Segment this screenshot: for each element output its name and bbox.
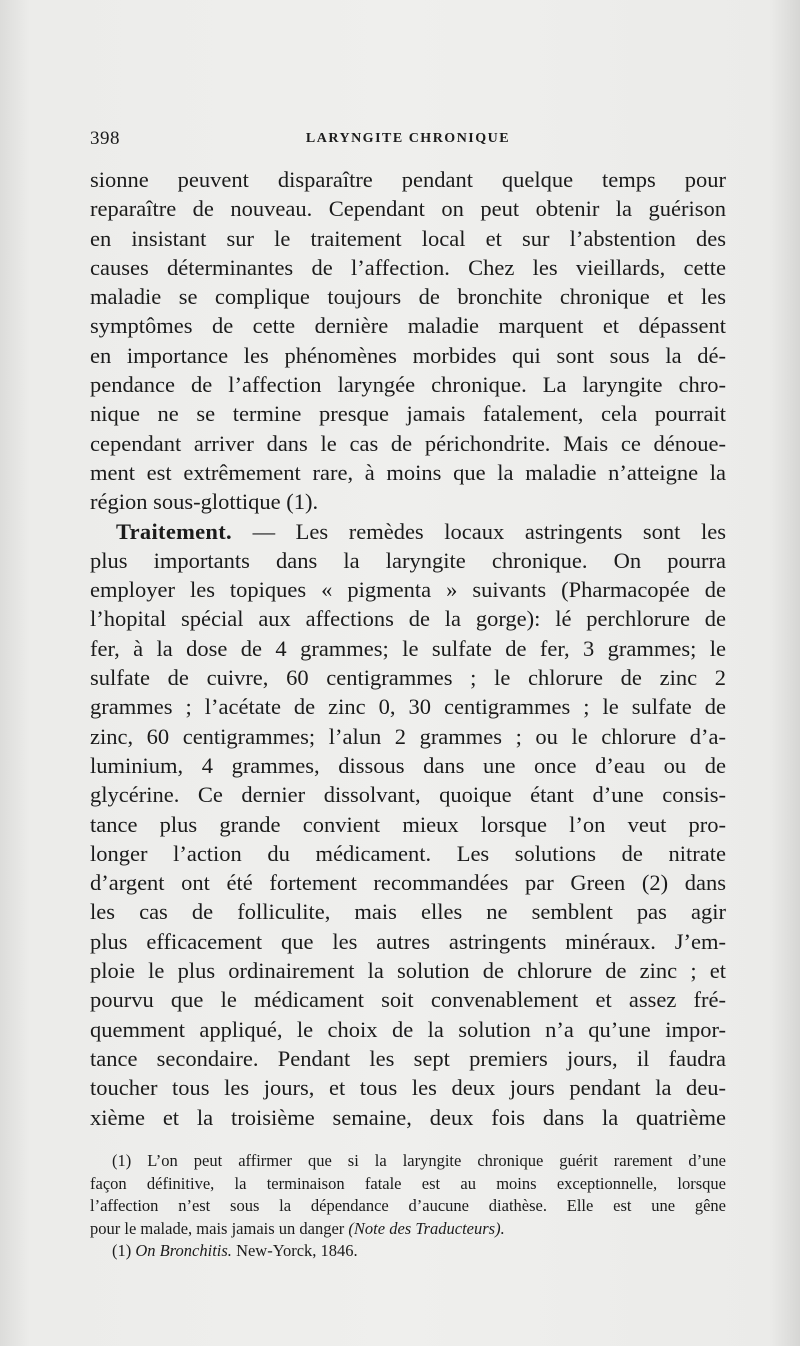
- text-line: l’hopital spécial aux affections de la gorge): lé perchlorure de: [90, 606, 726, 632]
- text-line: nique ne se termine presque jamais fatalement, cela pourrait: [90, 401, 726, 427]
- cited-work-details: New-Yorck, 1846.: [236, 1241, 358, 1260]
- text-line: plus efficacement que les autres astringents minéraux. J’em-: [90, 928, 726, 954]
- page-number: 398: [90, 128, 120, 149]
- body-text: [90, 165, 726, 1132]
- page-header: [90, 128, 726, 158]
- text-line: les cas de folliculite, mais elles ne semblent pas agir: [90, 899, 726, 925]
- text-line: symptômes de cette dernière maladie marquent et dépassent: [90, 313, 726, 339]
- text-line: causes déterminantes de l’affection. Chez les vieillards, cette: [90, 254, 726, 280]
- section-first-line: [90, 517, 726, 546]
- cited-work-title: On Bronchitis.: [135, 1241, 232, 1260]
- text-line: tance plus grande convient mieux lorsque l’on veut pro-: [90, 811, 726, 837]
- text-line: fer, à la dose de 4 grammes; le sulfate de fer, 3 grammes; le: [90, 635, 726, 661]
- text-line: luminium, 4 grammes, dissous dans une once d’eau ou de: [90, 752, 726, 778]
- text-line: glycérine. Ce dernier dissolvant, quoique étant d’une consis-: [90, 782, 726, 808]
- footnote-line: [90, 1240, 726, 1263]
- section-label: Traitement.: [116, 518, 232, 544]
- footnote-line: façon définitive, la terminaison fatale est au moins exceptionnelle, lorsque: [90, 1173, 726, 1193]
- running-head: LARYNGITE CHRONIQUE: [305, 131, 511, 146]
- text-line: en importance les phénomènes morbides qui sont sous la dé-: [90, 342, 726, 368]
- text-line: xième et la troisième semaine, deux fois dans la quatrième: [90, 1104, 726, 1130]
- footnote-line: [90, 1218, 726, 1241]
- text-line: quemment appliqué, le choix de la solution n’a qu’une impor-: [90, 1016, 726, 1042]
- translators-note: (Note des Traducteurs).: [348, 1218, 505, 1238]
- text-line: employer les topiques « pigmenta » suivants (Pharmacopée de: [90, 577, 726, 603]
- text-line: pendance de l’affection laryngée chronique. La laryngite chro-: [90, 372, 726, 398]
- footnote-marker: (1): [112, 1241, 132, 1260]
- text-line: tance secondaire. Pendant les sept premiers jours, il faudra: [90, 1045, 726, 1071]
- text-line: zinc, 60 centigrammes; l’alun 2 grammes ; ou le chlorure d’a-: [90, 723, 726, 749]
- text-line: sionne peuvent disparaître pendant quelque temps pour: [90, 167, 726, 192]
- footnote-line: l’affection n’est sous la dépendance d’aucune diathèse. Elle est une gêne: [90, 1196, 726, 1215]
- text-line: plus importants dans la laryngite chronique. On pourra: [90, 547, 726, 573]
- text-line: grammes ; l’acétate de zinc 0, 30 centigrammes ; le sulfate de: [90, 694, 726, 720]
- text-line: en insistant sur le traitement local et sur l’abstention des: [90, 225, 726, 251]
- text-line: toucher tous les jours, et tous les deux jours pendant la deu-: [90, 1075, 726, 1101]
- text-line: cependant arriver dans le cas de périchondrite. Mais ce dénoue-: [90, 430, 726, 456]
- footnote-text: pour le malade, mais jamais un danger: [90, 1218, 345, 1238]
- text-line: ploie le plus ordinairement la solution de chlorure de zinc ; et: [90, 958, 726, 984]
- footnote-line: (1) L’on peut affirmer que si la laryngite chronique guérit rarement d’une: [112, 1151, 726, 1170]
- text-line: d’argent ont été fortement recommandées par Green (2) dans: [90, 870, 726, 896]
- text-line: reparaître de nouveau. Cependant on peut obtenir la guérison: [90, 196, 726, 222]
- footnotes: [90, 1150, 726, 1263]
- text-line: maladie se complique toujours de bronchite chronique et les: [90, 284, 726, 310]
- text-line: longer l’action du médicament. Les solutions de nitrate: [90, 840, 726, 866]
- text-line: ment est extrêmement rare, à moins que la maladie n’atteigne la: [90, 459, 726, 485]
- section-text: — Les remèdes locaux astringents sont les: [252, 518, 727, 544]
- text-line: région sous-glottique (1).: [90, 489, 319, 515]
- text-line: pourvu que le médicament soit convenablement et assez fré-: [90, 987, 726, 1013]
- text-line: sulfate de cuivre, 60 centigrammes ; le chlorure de zinc 2: [90, 665, 726, 691]
